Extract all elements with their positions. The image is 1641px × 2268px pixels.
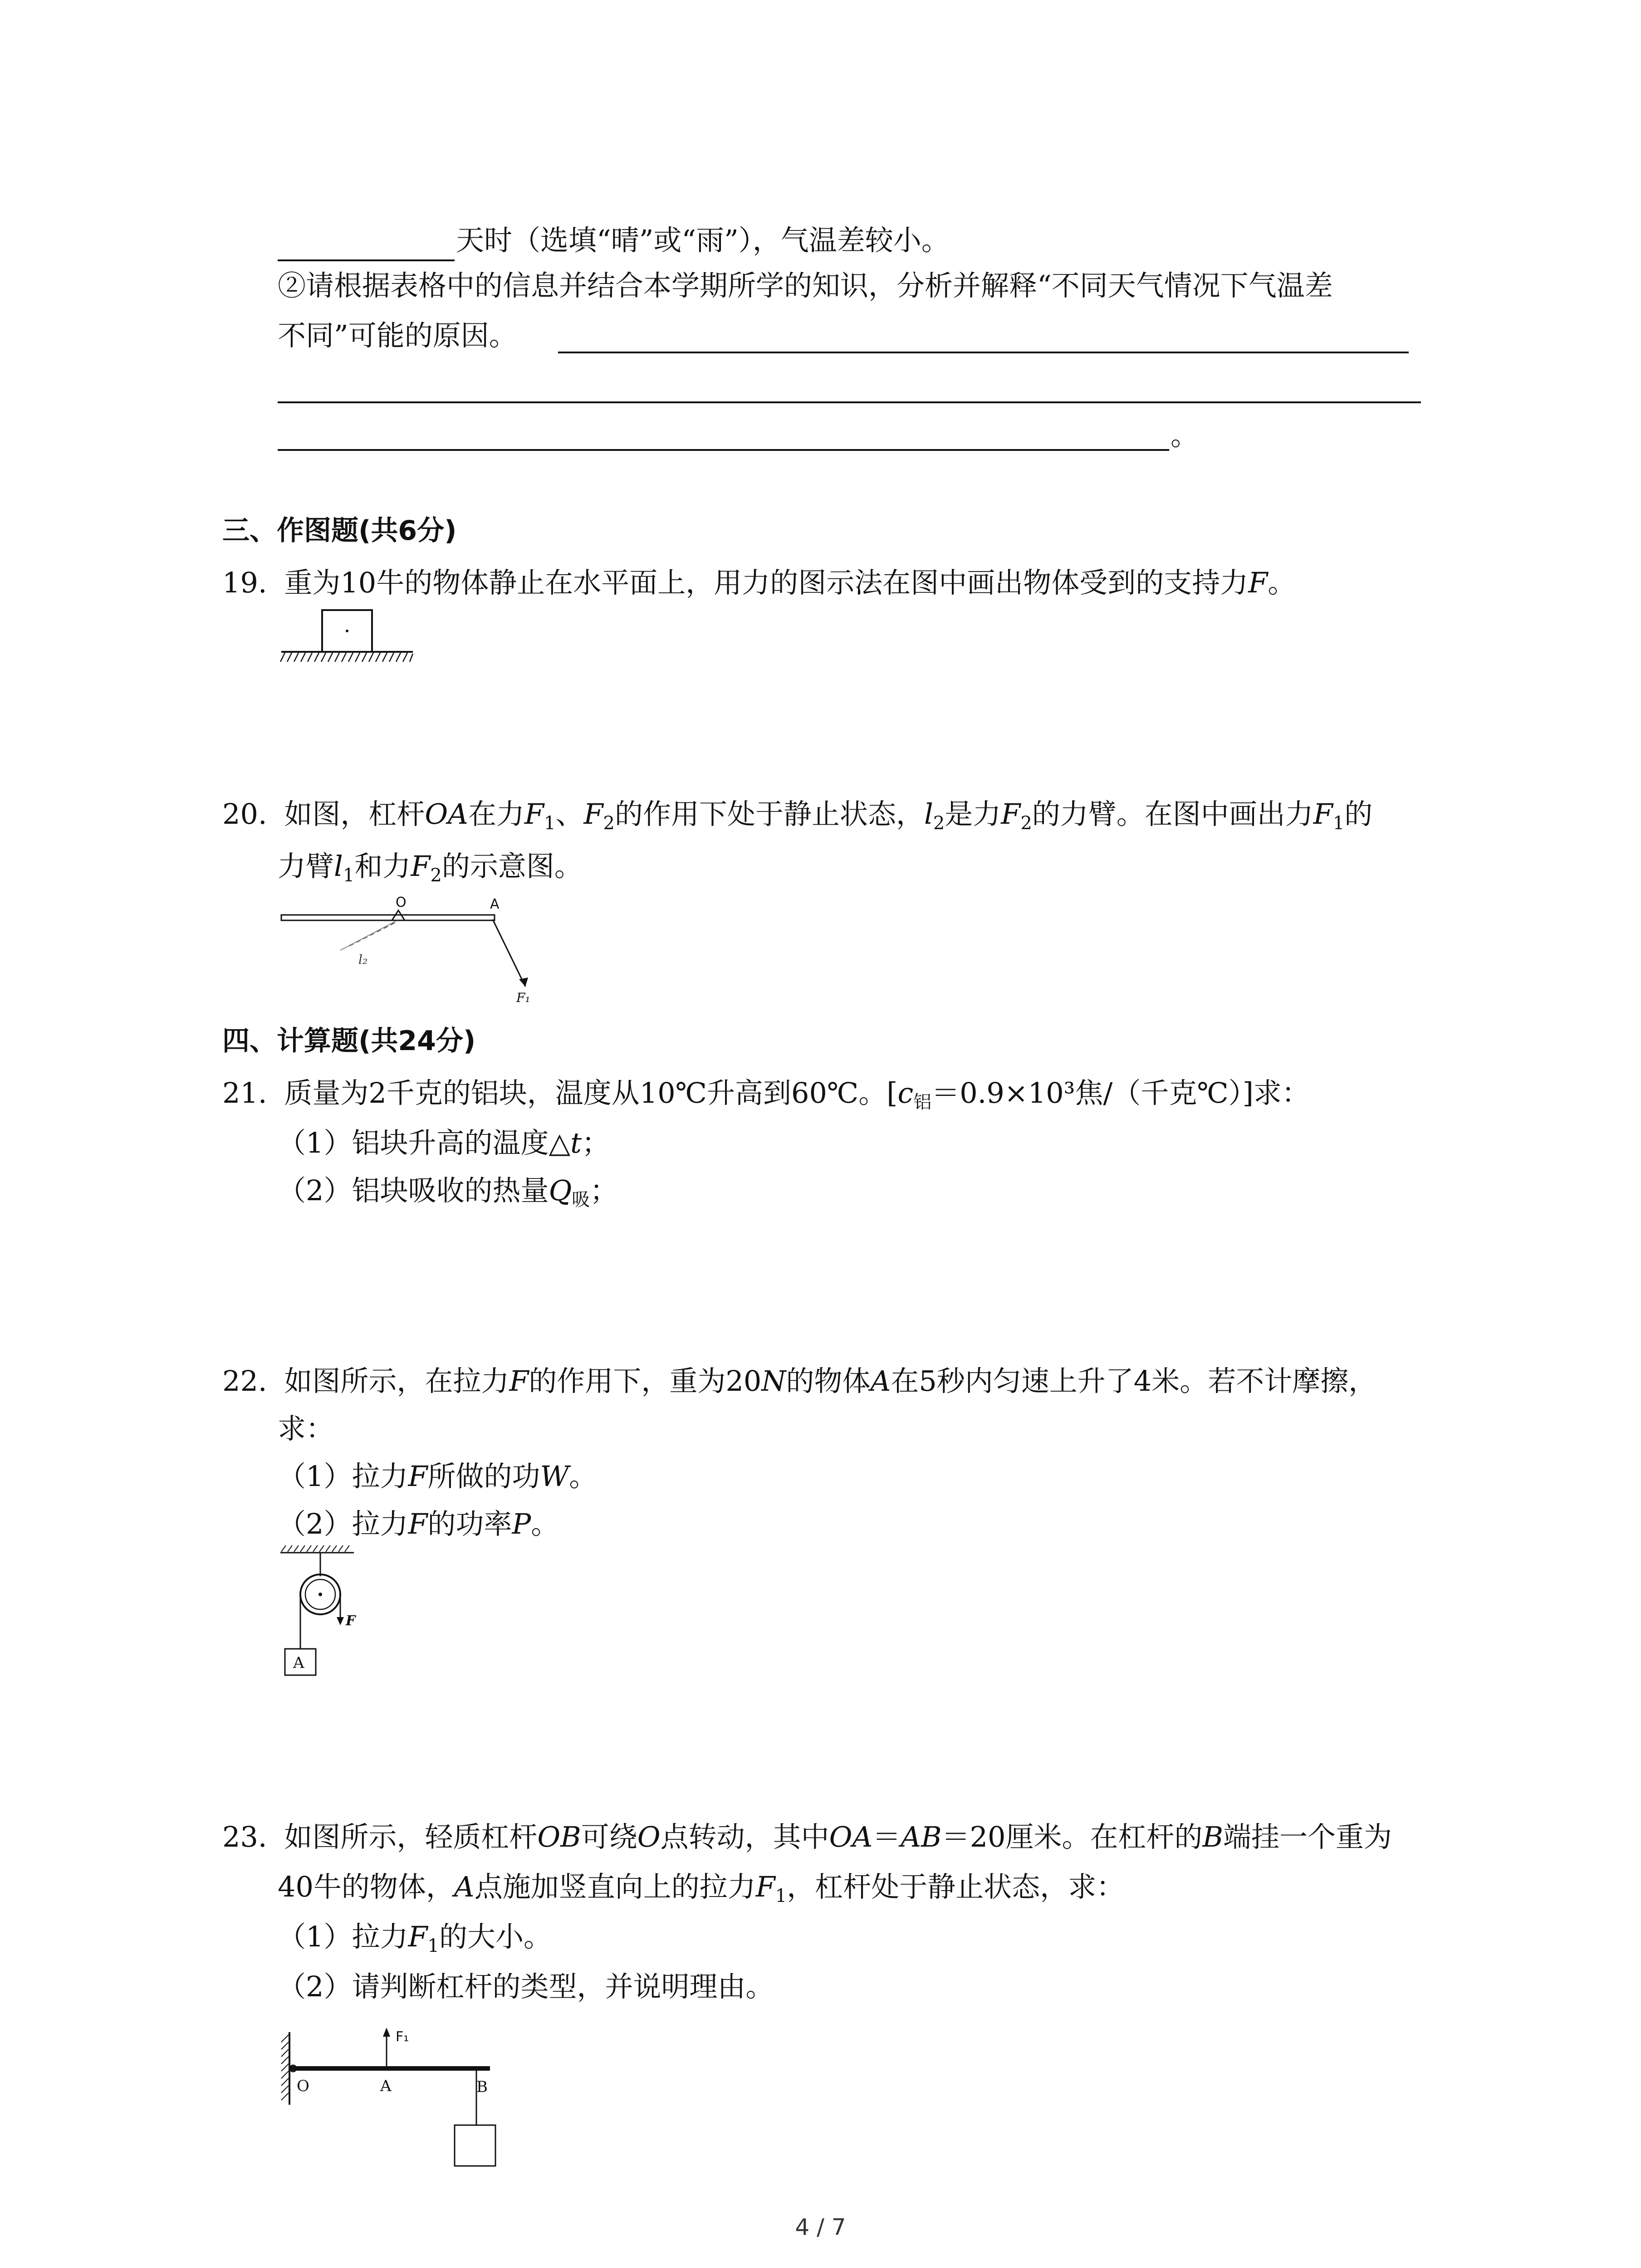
- question-19: 19. 重为10牛的物体静止在水平面上，用力的图示法在图中画出物体受到的支持力F。: [222, 566, 1296, 599]
- fig-label-a: A: [293, 1654, 304, 1672]
- q18-end-mark: 。: [1171, 419, 1199, 452]
- q18-line-weather: 天时（选填“晴”或“雨”），气温差较小。: [456, 224, 950, 257]
- question-23-line2: 40牛的物体，A点施加竖直向上的拉力$F_1$，杠杆处于静止状态，求：: [278, 1870, 1125, 1906]
- fig-label-l2: l₂: [358, 952, 368, 967]
- q22-pulley-figure: [277, 1545, 386, 1681]
- answer-blank[interactable]: [278, 449, 1169, 451]
- fig-label-o: O: [297, 2077, 309, 2095]
- fig-label-o: O: [396, 894, 407, 910]
- question-23-part1: （1）拉力$F_1$的大小。: [278, 1920, 552, 1956]
- question-21-part2: （2）铝块吸收的热量$Q_吸$；: [278, 1174, 618, 1210]
- fig-label-f: F: [346, 1613, 356, 1629]
- question-20-line1: 20. 如图，杠杆OA在力$F_1$、$F_2$的作用下处于静止状态，$l_2$是力$F_2$的力臂。在图中画出力$F_1$的: [222, 797, 1373, 834]
- fig-label-b: B: [476, 2078, 488, 2096]
- answer-blank[interactable]: [278, 259, 455, 261]
- fig-label-f1: F₁: [396, 2029, 409, 2045]
- fig-label-a: A: [380, 2077, 392, 2095]
- fig-label-a: A: [490, 896, 500, 912]
- q23-lever-figure: [277, 2014, 513, 2177]
- q19-block-on-ground-figure: [277, 606, 422, 669]
- q18-line-instruction: ②请根据表格中的信息并结合本学期所学的知识，分析并解释“不同天气情况下气温差: [278, 269, 1333, 302]
- question-21: 21. 质量为2千克的铝块，温度从10℃升高到60℃。[$c_铝=0.9\times 10^3$焦/（千克℃）]求：: [222, 1076, 1310, 1113]
- question-20-line2: 力臂$l_1$和力$F_2$的示意图。: [278, 850, 583, 886]
- question-23-line1: 23. 如图所示，轻质杠杆OB可绕O点转动，其中OA＝AB＝20厘米。在杠杆的B端挂一个重为: [222, 1820, 1392, 1853]
- answer-blank[interactable]: [278, 401, 1421, 403]
- page-number: 4 / 7: [795, 2214, 846, 2240]
- q20-lever-figure: [277, 896, 531, 1005]
- question-22-part2: （2）拉力F的功率P。: [278, 1507, 559, 1540]
- fig-label-f1: F₁: [516, 990, 530, 1005]
- section-heading-drawing: 三、作图题(共6分): [222, 515, 457, 547]
- question-22-part1: （1）拉力F所做的功W。: [278, 1460, 598, 1493]
- question-22-line1: 22. 如图所示，在拉力F的作用下，重为20N的物体A在5秒内匀速上升了4米。若不计摩擦，: [222, 1364, 1377, 1398]
- question-22-line2: 求：: [278, 1412, 334, 1445]
- question-21-part1: （1）铝块升高的温度△t；: [278, 1126, 610, 1159]
- question-23-part2: （2）请判断杠杆的类型，并说明理由。: [278, 1970, 774, 2003]
- section-heading-calculation: 四、计算题(共24分): [222, 1025, 476, 1057]
- q18-line-reason: 不同”可能的原因。: [278, 319, 517, 352]
- answer-blank[interactable]: [558, 352, 1409, 353]
